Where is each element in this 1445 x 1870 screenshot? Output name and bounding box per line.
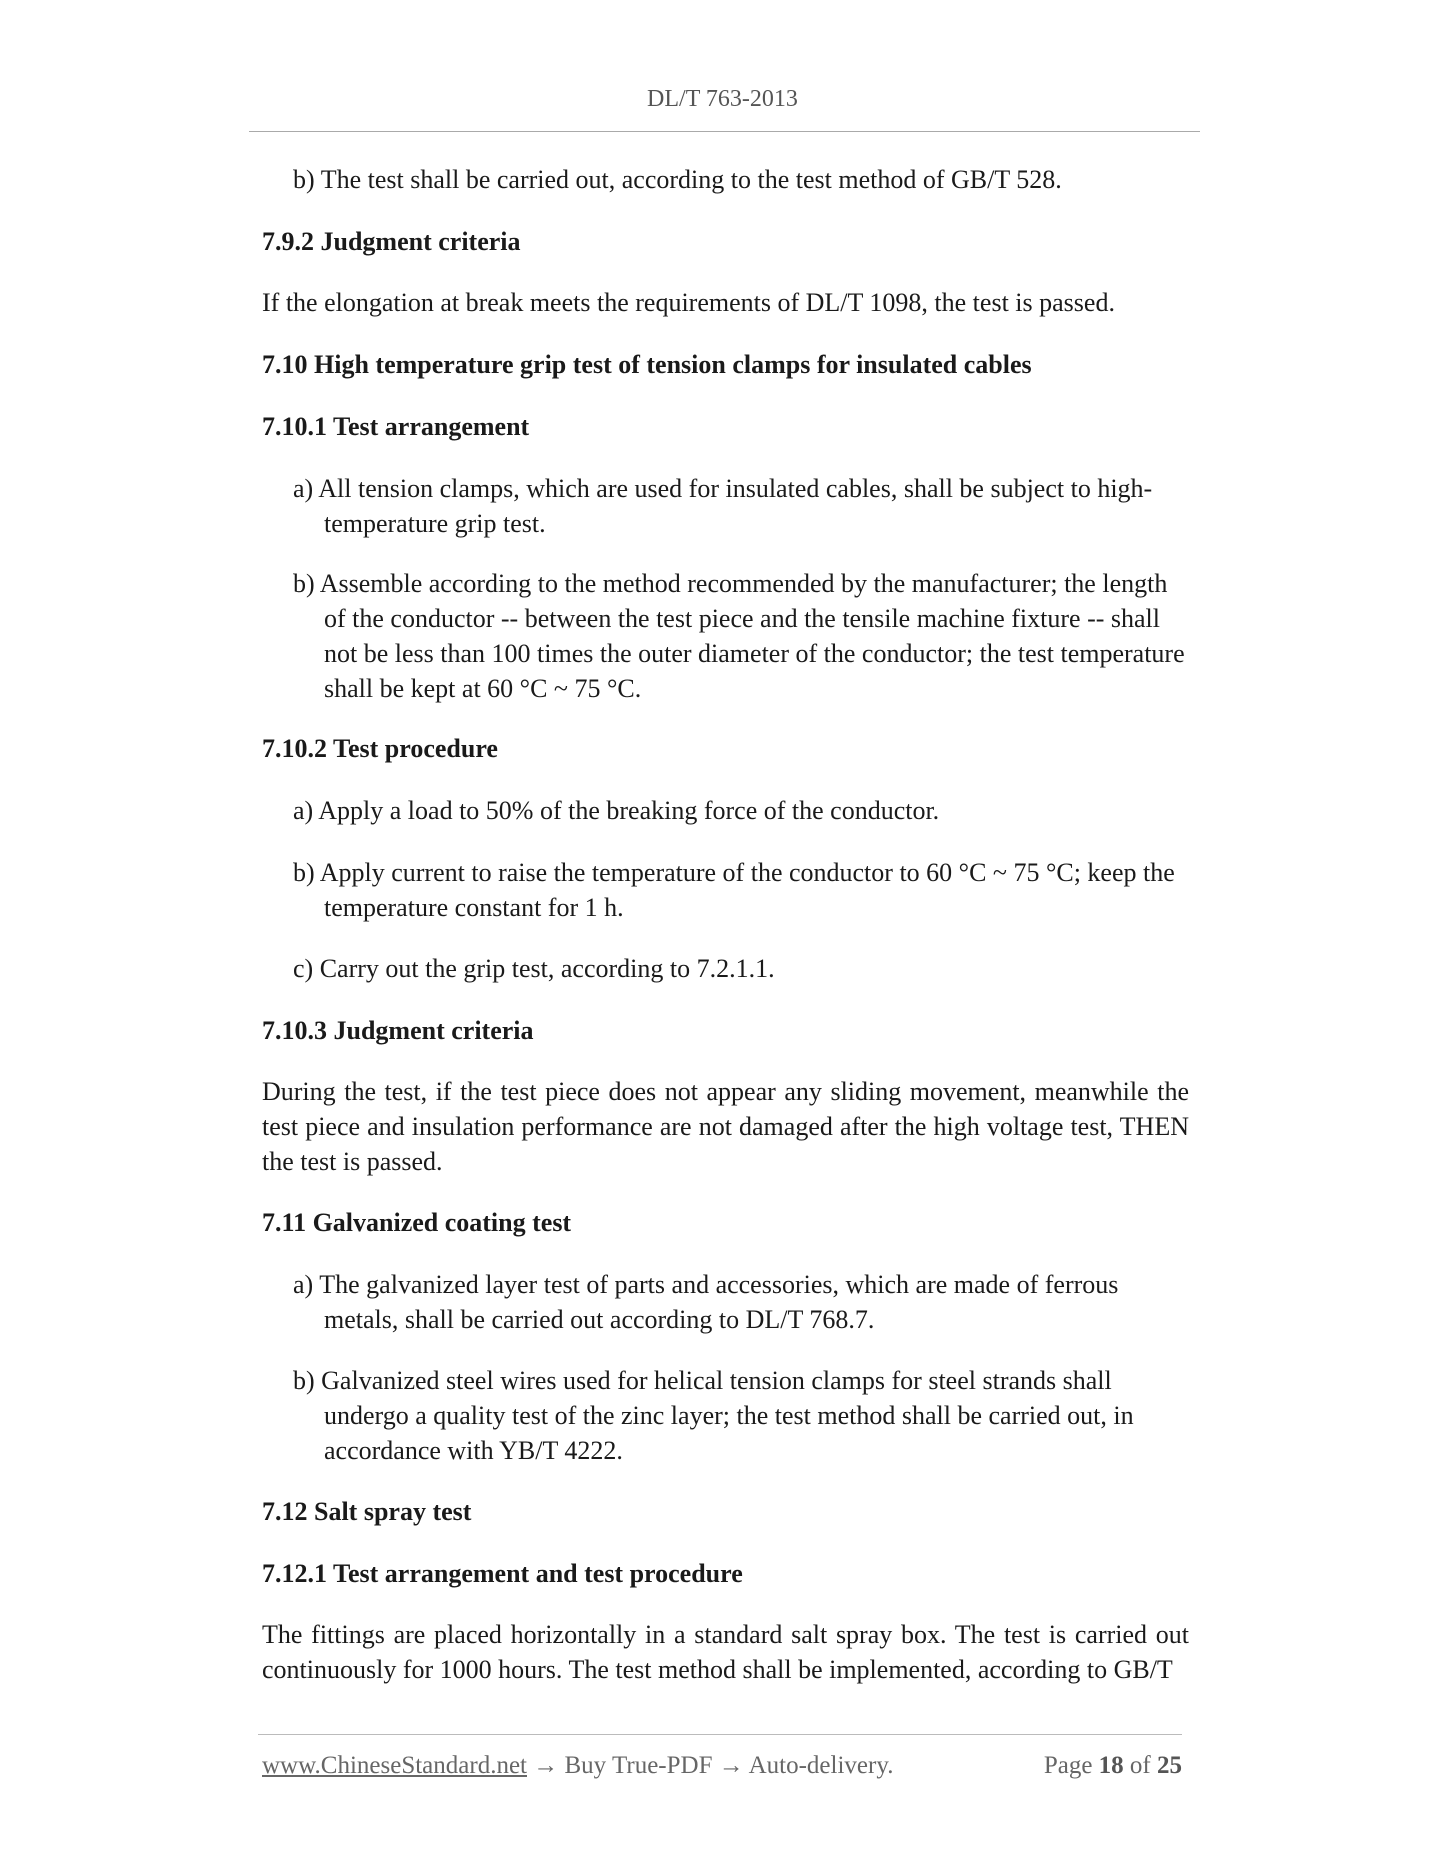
- list-item: a) The galvanized layer test of parts and accessories, which are made of ferrous metals, shall be carried out according to DL/T 768.7.: [293, 1270, 1119, 1334]
- arrow-right-icon: →: [533, 1752, 559, 1779]
- section-heading: 7.12.1 Test arrangement and test procedure: [262, 1559, 743, 1588]
- page-number: 18: [1098, 1752, 1124, 1779]
- list-item: c) Carry out the grip test, according to 7.2.1.1.: [293, 954, 775, 983]
- chinesestandard-link[interactable]: www.ChineseStandard.net: [262, 1752, 527, 1779]
- auto-delivery-text: Auto-delivery.: [748, 1752, 894, 1779]
- list-item: b) Assemble according to the method recommended by the manufacturer; the length of the conductor -- between the test piece and the tensile machine fixture -- shall not be less than 100 times the outer diameter of the conductor; the test temperature shall be kept at 60 °C ~ 75 °C.: [293, 569, 1185, 703]
- section-heading: 7.10.3 Judgment criteria: [262, 1016, 534, 1045]
- paragraph: During the test, if the test piece does not appear any sliding movement, meanwhile the test piece and insulation performance are not damaged after the high voltage test, THEN the test is passed.: [262, 1077, 1189, 1176]
- footer-divider: [258, 1734, 1182, 1735]
- buy-true-pdf-text: Buy True-PDF: [564, 1752, 713, 1779]
- section-heading: 7.12 Salt spray test: [262, 1497, 472, 1526]
- document-header-title: DL/T 763-2013: [647, 86, 798, 112]
- section-heading: 7.11 Galvanized coating test: [262, 1208, 572, 1237]
- page-label: Page: [1043, 1752, 1093, 1779]
- list-item: b) The test shall be carried out, according to the test method of GB/T 528.: [293, 165, 1062, 194]
- section-heading: 7.10 High temperature grip test of tension clamps for insulated cables: [262, 350, 1032, 379]
- section-heading: 7.10.1 Test arrangement: [262, 412, 530, 441]
- section-heading: 7.10.2 Test procedure: [262, 734, 498, 763]
- section-heading: 7.9.2 Judgment criteria: [262, 227, 521, 256]
- paragraph: The fittings are placed horizontally in a standard salt spray box. The test is carried out continuously for 1000 hours. The test method shall be implemented, according to GB/T: [262, 1620, 1189, 1684]
- page-total: 25: [1157, 1752, 1182, 1779]
- list-item: a) Apply a load to 50% of the breaking force of the conductor.: [293, 796, 940, 825]
- footer-links: [262, 1752, 893, 1780]
- arrow-right-icon: →: [718, 1752, 744, 1779]
- paragraph: If the elongation at break meets the requirements of DL/T 1098, the test is passed.: [262, 288, 1115, 317]
- list-item: a) All tension clamps, which are used for insulated cables, shall be subject to high- temperature grip test.: [293, 474, 1153, 538]
- list-item: b) Galvanized steel wires used for helical tension clamps for steel strands shall undergo a quality test of the zinc layer; the test method shall be carried out, in accordance with YB/T 4222.: [293, 1366, 1134, 1465]
- header-divider: [249, 131, 1200, 132]
- of-label: of: [1129, 1752, 1151, 1779]
- page-indicator: [1044, 1752, 1182, 1780]
- list-item: b) Apply current to raise the temperature of the conductor to 60 °C ~ 75 °C; keep the temperature constant for 1 h.: [293, 858, 1175, 922]
